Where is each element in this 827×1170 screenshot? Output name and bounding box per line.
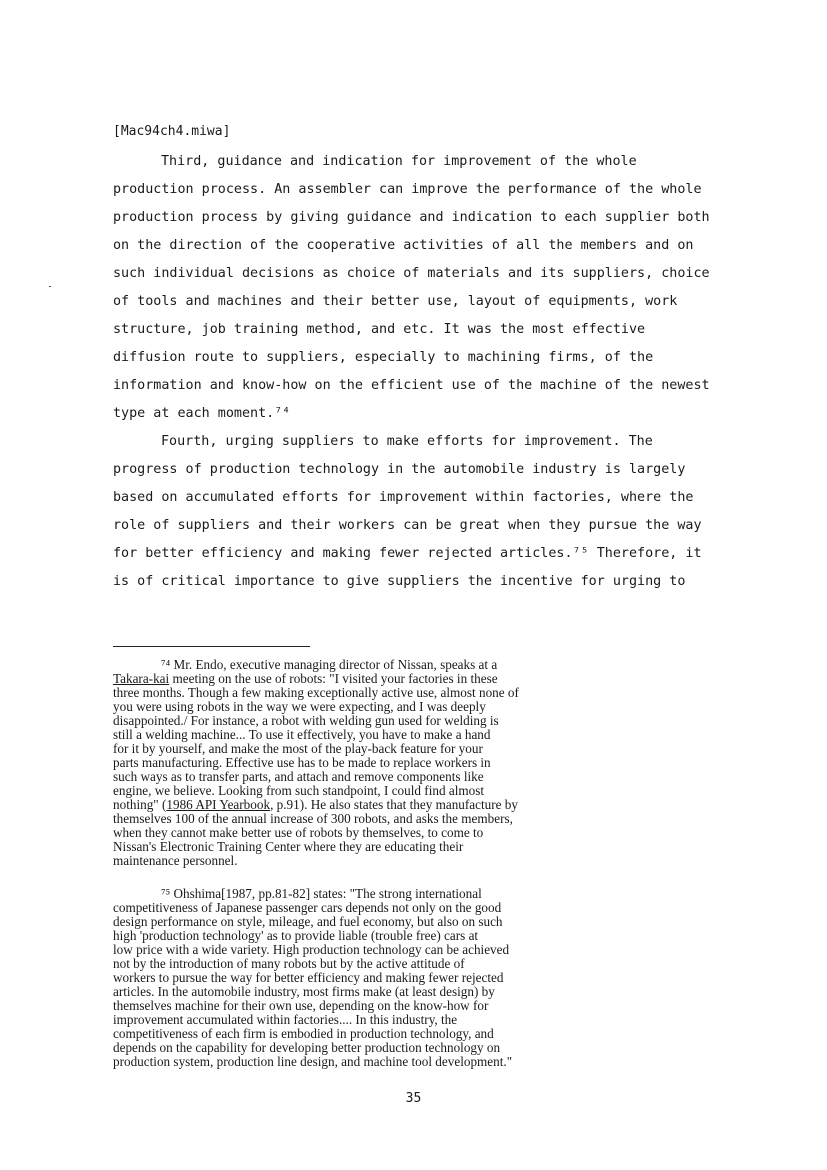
footnote-line: ⁷⁴ Mr. Endo, executive managing director of Nissan, speaks at a xyxy=(161,657,498,672)
body-line: for better efficiency and making fewer rejected articles.⁷⁵ Therefore, it xyxy=(113,546,702,561)
body-line: Fourth, urging suppliers to make efforts for improvement. The xyxy=(161,434,653,449)
body-line: based on accumulated efforts for improvement within factories, where the xyxy=(113,490,694,505)
footnote-line: low price with a wide variety. High production technology can be achieved xyxy=(113,942,510,957)
page-number: 35 xyxy=(405,1091,422,1106)
footnote-line: maintenance personnel. xyxy=(113,853,238,868)
footnote-reference-link: Takara-kai xyxy=(113,671,170,686)
body-line: production process. An assembler can improve the performance of the whole xyxy=(113,182,702,197)
footnote-line: ⁷⁵ Ohshima[1987, pp.81-82] states: "The strong international xyxy=(161,886,482,901)
footnote-line: three months. Though a few making exceptionally active use, almost none of xyxy=(113,685,519,700)
footnote-line: competitiveness of Japanese passenger cars depends not only on the good xyxy=(113,900,502,915)
footnote-line: not by the introduction of many robots but by the active attitude of xyxy=(113,956,465,971)
footnote-line: themselves machine for their own use, depending on the know-how for xyxy=(113,998,489,1013)
body-line: type at each moment.⁷⁴ xyxy=(113,406,291,421)
footnote-line: for it by yourself, and make the most of the play-back feature for your xyxy=(113,741,483,756)
footnote-line: production system, production line design, and machine tool development." xyxy=(113,1054,513,1069)
footnote-line: depends on the capability for developing better production technology on xyxy=(113,1040,501,1055)
body-line: such individual decisions as choice of materials and its suppliers, choice xyxy=(113,266,710,281)
footnote-citation-link: 1986 API Yearbook xyxy=(166,797,271,812)
footnote-line: workers to pursue the way for better efficiency and making fewer rejected xyxy=(113,970,504,985)
footnote-line: Nissan's Electronic Training Center where they are educating their xyxy=(113,839,464,854)
footnote-line: parts manufacturing. Effective use has to be made to replace workers in xyxy=(113,755,491,770)
body-line: of tools and machines and their better use, layout of equipments, work xyxy=(113,294,678,309)
footnote-line: when they cannot make better use of robots by themselves, to come to xyxy=(113,825,484,840)
body-line: Third, guidance and indication for improvement of the whole xyxy=(161,154,637,169)
footnote-line: nothing" (1986 API Yearbook, p.91). He also states that they manufacture by xyxy=(113,797,518,812)
body-line: information and know-how on the efficient use of the machine of the newest xyxy=(113,378,710,393)
body-line: on the direction of the cooperative activities of all the members and on xyxy=(113,238,694,253)
body-line: structure, job training method, and etc. It was the most effective xyxy=(113,322,646,337)
footnote-line: you were using robots in the way we were expecting, and I was deeply xyxy=(113,699,486,714)
footnote-line: competitiveness of each firm is embodied in production technology, and xyxy=(113,1026,494,1041)
footnote-line: articles. In the automobile industry, most firms make (at least design) by xyxy=(113,984,495,999)
footnote-line: high 'production technology' as to provide liable (trouble free) cars at xyxy=(113,928,479,943)
footnote-separator xyxy=(113,646,310,647)
footnote-line: such ways as to transfer parts, and attach and remove components like xyxy=(113,769,484,784)
body-line: is of critical importance to give suppliers the incentive for urging to xyxy=(113,574,686,589)
footnote-line: themselves 100 of the annual increase of 300 robots, and asks the members, xyxy=(113,811,513,826)
footnote-line: engine, we believe. Looking from such standpoint, I could find almost xyxy=(113,783,485,798)
scan-mark xyxy=(49,286,51,287)
document-header: [Mac94ch4.miwa] xyxy=(113,124,231,139)
body-line: progress of production technology in the automobile industry is largely xyxy=(113,462,686,477)
body-line: production process by giving guidance and indication to each supplier both xyxy=(113,210,710,225)
footnote-line: still a welding machine... To use it effectively, you have to make a hand xyxy=(113,727,491,742)
footnote-line: improvement accumulated within factories.... In this industry, the xyxy=(113,1012,458,1027)
body-line: role of suppliers and their workers can be great when they pursue the way xyxy=(113,518,702,533)
footnote-line: Takara-kai meeting on the use of robots: "I visited your factories in these xyxy=(113,671,498,686)
body-line: diffusion route to suppliers, especially to machining firms, of the xyxy=(113,350,654,365)
footnote-line: design performance on style, mileage, and fuel economy, but also on such xyxy=(113,914,503,929)
footnote-line: disappointed./ For instance, a robot with welding gun used for welding is xyxy=(113,713,499,728)
